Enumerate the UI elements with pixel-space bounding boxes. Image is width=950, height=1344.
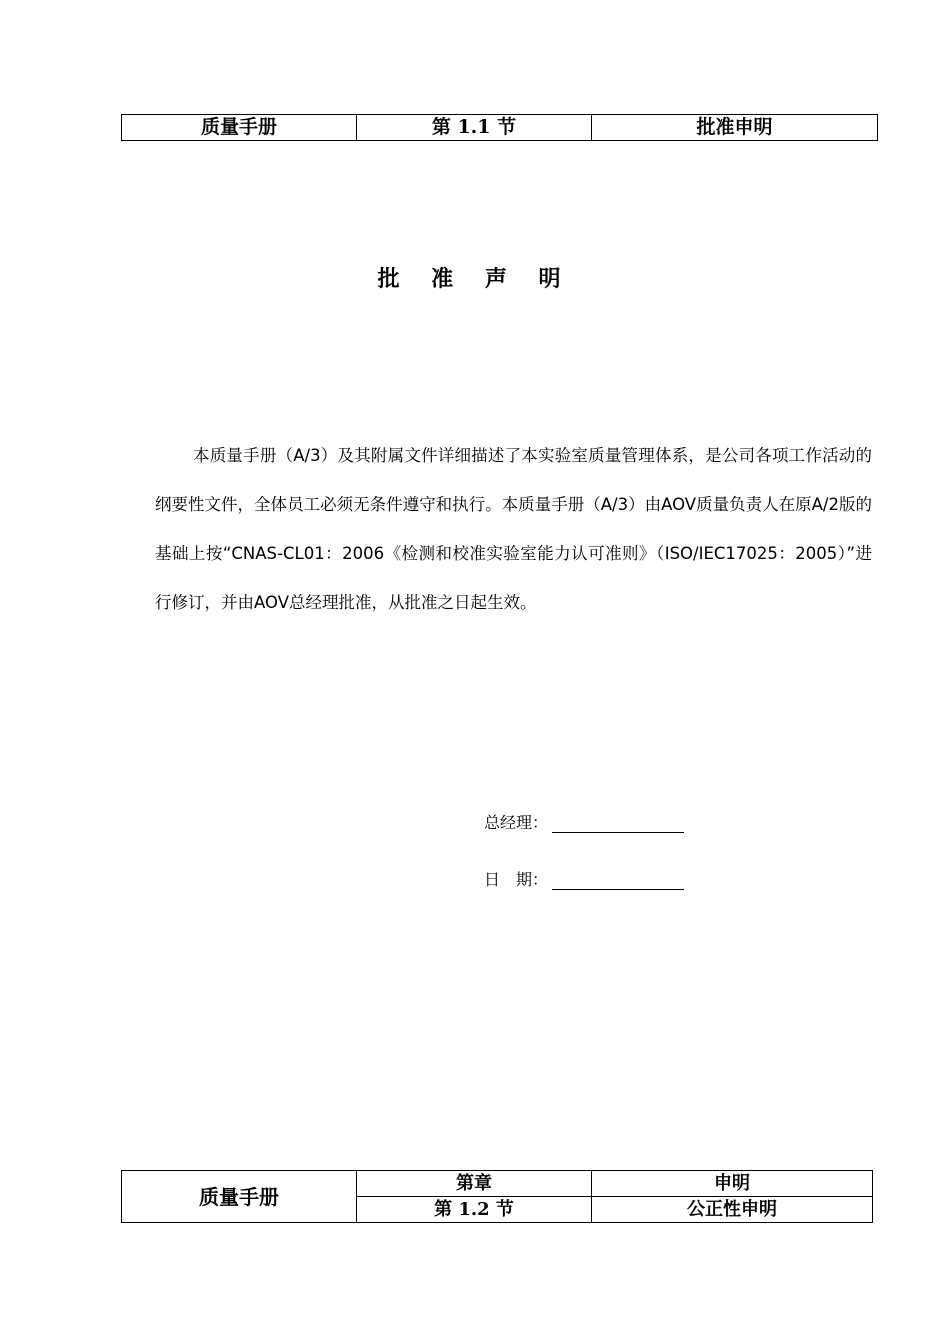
statement-paragraph: 本质量手册（A/3）及其附属文件详细描述了本实验室质量管理体系，是公司各项工作活动的纲要性文件，全体员工必须无条件遵守和执行。本质量手册（A/3）由AOV质量负责人在原A/2版的基础上按“CNAS-CL01：2006《检测和校准实验室能力认可准则》（ISO/IEC17025：2005）”进行修订，并由AOV总经理批准，从批准之日起生效。	[155, 446, 872, 612]
statement-body	[155, 431, 872, 627]
manager-signature-line	[552, 816, 684, 833]
page-title: 批 准 声 明	[377, 267, 573, 292]
header-table	[121, 114, 878, 141]
date-signature-row	[484, 867, 684, 890]
footer-manual: 质量手册	[122, 1171, 357, 1223]
manager-label: 总经理：	[484, 813, 549, 832]
date-signature-line	[552, 873, 684, 890]
date-label: 日 期：	[484, 870, 549, 889]
footer-chapter-topic: 申明	[592, 1171, 873, 1197]
footer-table	[121, 1170, 873, 1223]
header-manual: 质量手册	[122, 115, 357, 141]
footer-section-topic: 公正性申明	[592, 1197, 873, 1223]
header-topic: 批准申明	[592, 115, 878, 141]
header-section: 第 1.1 节	[357, 115, 592, 141]
manager-signature-row	[484, 810, 684, 833]
footer-chapter: 第章	[357, 1171, 592, 1197]
footer-section: 第 1.2 节	[357, 1197, 592, 1223]
